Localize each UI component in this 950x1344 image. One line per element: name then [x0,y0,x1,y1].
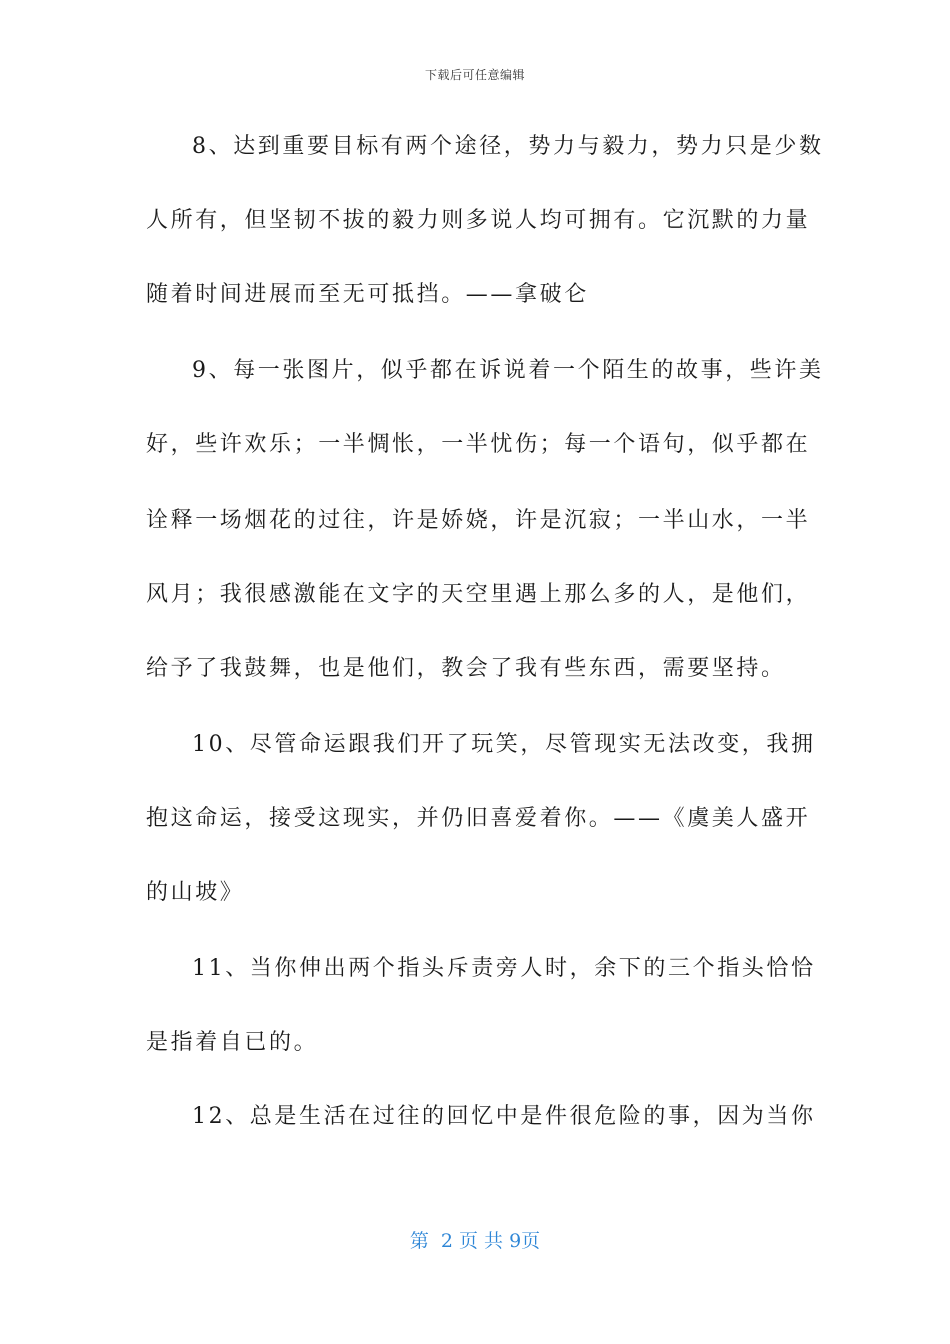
paragraph-8-line-2: 人所有，但坚韧不拔的毅力则多说人均可拥有。它沉默的力量 [146,208,811,233]
paragraph-9-line-1: 9、每一张图片，似乎都在诉说着一个陌生的故事，些许美 [192,358,824,383]
paragraph-10-line-3: 的山坡》 [146,880,245,905]
paragraph-9-line-2: 好，些许欢乐；一半惆怅，一半忧伤；每一个语句，似乎都在 [146,432,811,457]
page-number-footer: 第 2 页 共 9页 [409,1230,541,1252]
paragraph-12-line-1: 12、总是生活在过往的回忆中是件很危险的事，因为当你 [192,1104,816,1129]
paragraph-8-line-1: 8、达到重要目标有两个途径，势力与毅力，势力只是少数 [192,134,824,159]
page-header: 下载后可任意编辑 [424,68,525,82]
paragraph-11-line-2: 是指着自已的。 [146,1030,319,1055]
paragraph-9-line-3: 诠释一场烟花的过往，许是娇娆，许是沉寂；一半山水，一半 [146,508,811,533]
paragraph-9-line-4: 风月；我很感激能在文字的天空里遇上那么多的人，是他们， [146,582,811,607]
paragraph-10-line-2: 抱这命运，接受这现实，并仍旧喜爱着你。——《虞美人盛开 [146,806,811,831]
paragraph-10-line-1: 10、尽管命运跟我们开了玩笑，尽管现实无法改变，我拥 [192,732,816,757]
paragraph-11-line-1: 11、当你伸出两个指头斥责旁人时，余下的三个指头恰恰 [192,956,816,981]
paragraph-9-line-5: 给予了我鼓舞，也是他们，教会了我有些东西，需要坚持。 [146,656,786,681]
paragraph-8-line-3: 随着时间进展而至无可抵挡。——拿破仑 [146,282,589,307]
